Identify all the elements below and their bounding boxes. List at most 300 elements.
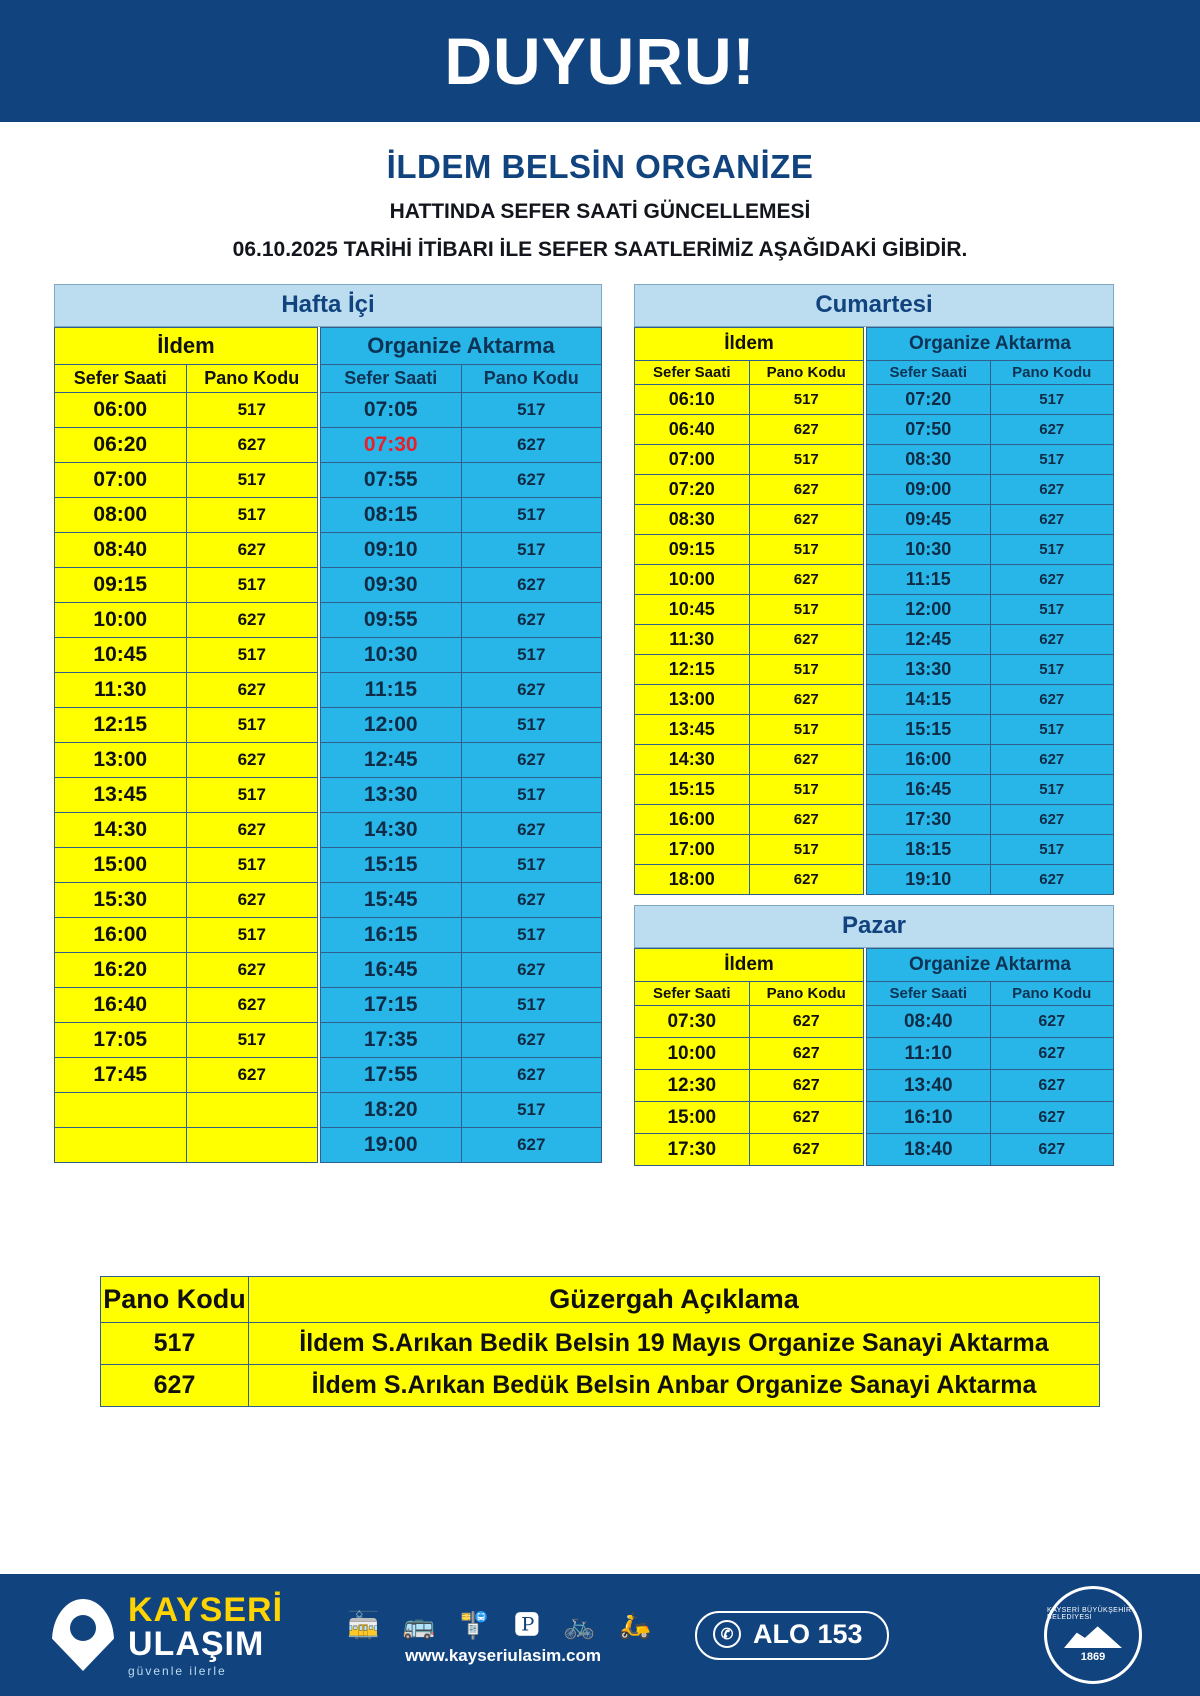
table-row bbox=[321, 393, 602, 428]
col-header-sefer-saati: Sefer Saati bbox=[321, 365, 462, 393]
table-row bbox=[867, 595, 1114, 625]
table-row bbox=[321, 498, 602, 533]
col-header-sefer-saati: Sefer Saati bbox=[867, 361, 991, 385]
table-row bbox=[55, 708, 318, 743]
table-row bbox=[321, 1023, 602, 1058]
cell-pano-kodu: 627 bbox=[461, 883, 602, 918]
cell-sefer-saati: 10:45 bbox=[635, 595, 750, 625]
table-row bbox=[635, 835, 864, 865]
saturday-day-label: Cumartesi bbox=[634, 284, 1114, 327]
cell-pano-kodu: 627 bbox=[186, 743, 318, 778]
cell-sefer-saati: 11:30 bbox=[635, 625, 750, 655]
cell-sefer-saati: 07:50 bbox=[867, 415, 991, 445]
cell-sefer-saati bbox=[55, 1093, 187, 1128]
table-row bbox=[55, 883, 318, 918]
table-row bbox=[867, 1070, 1114, 1102]
cell-sefer-saati: 17:30 bbox=[867, 805, 991, 835]
cell-pano-kodu: 627 bbox=[749, 1134, 864, 1166]
cell-sefer-saati: 16:00 bbox=[635, 805, 750, 835]
table-row bbox=[321, 638, 602, 673]
table-row bbox=[321, 988, 602, 1023]
table-row bbox=[867, 475, 1114, 505]
cell-sefer-saati: 17:45 bbox=[55, 1058, 187, 1093]
table-row bbox=[635, 595, 864, 625]
cell-pano-kodu: 627 bbox=[186, 953, 318, 988]
cell-sefer-saati: 12:00 bbox=[321, 708, 462, 743]
cell-pano-kodu: 517 bbox=[186, 708, 318, 743]
cell-sefer-saati: 14:30 bbox=[55, 813, 187, 848]
cell-sefer-saati: 09:00 bbox=[867, 475, 991, 505]
cell-pano-kodu: 627 bbox=[461, 463, 602, 498]
cell-sefer-saati: 06:20 bbox=[55, 428, 187, 463]
cell-pano-kodu: 627 bbox=[990, 475, 1114, 505]
cell-sefer-saati: 18:00 bbox=[635, 865, 750, 895]
table-row bbox=[867, 505, 1114, 535]
table-row bbox=[55, 953, 318, 988]
cell-sefer-saati: 16:00 bbox=[55, 918, 187, 953]
table-row bbox=[55, 1023, 318, 1058]
cell-sefer-saati: 07:30 bbox=[635, 1006, 750, 1038]
table-row bbox=[635, 655, 864, 685]
cell-sefer-saati: 08:30 bbox=[635, 505, 750, 535]
cell-pano-kodu: 627 bbox=[186, 988, 318, 1023]
cell-sefer-saati: 15:45 bbox=[321, 883, 462, 918]
col-header-sefer-saati: Sefer Saati bbox=[55, 365, 187, 393]
weekday-ildem-table bbox=[54, 327, 318, 1163]
cell-sefer-saati: 11:15 bbox=[321, 673, 462, 708]
cell-sefer-saati: 08:30 bbox=[867, 445, 991, 475]
cell-sefer-saati: 07:00 bbox=[55, 463, 187, 498]
cell-pano-kodu: 517 bbox=[461, 498, 602, 533]
cell-sefer-saati: 14:15 bbox=[867, 685, 991, 715]
cell-pano-kodu: 627 bbox=[186, 883, 318, 918]
cell-pano-kodu: 627 bbox=[749, 1070, 864, 1102]
table-row bbox=[635, 805, 864, 835]
table-row bbox=[55, 498, 318, 533]
table-row bbox=[867, 415, 1114, 445]
table-row bbox=[635, 1070, 864, 1102]
table-row bbox=[55, 743, 318, 778]
legend-description: İldem S.Arıkan Bedük Belsin Anbar Organize Sanayi Aktarma bbox=[249, 1365, 1100, 1407]
table-row bbox=[635, 625, 864, 655]
cell-pano-kodu: 517 bbox=[749, 535, 864, 565]
transport-mode-icons: 🚋 🚌 🚏 🅿 🚲 🛵 bbox=[347, 1609, 660, 1640]
cell-sefer-saati: 15:00 bbox=[55, 848, 187, 883]
cell-pano-kodu: 517 bbox=[749, 655, 864, 685]
col-header-sefer-saati: Sefer Saati bbox=[635, 982, 750, 1006]
table-row bbox=[867, 805, 1114, 835]
cell-pano-kodu: 517 bbox=[461, 988, 602, 1023]
cell-pano-kodu: 627 bbox=[186, 1058, 318, 1093]
municipality-seal-icon bbox=[1044, 1586, 1142, 1684]
cell-pano-kodu: 517 bbox=[990, 655, 1114, 685]
route-legend bbox=[100, 1276, 1100, 1407]
table-row bbox=[635, 475, 864, 505]
cell-pano-kodu: 517 bbox=[461, 533, 602, 568]
table-row bbox=[635, 1134, 864, 1166]
hotline-number: ALO 153 bbox=[753, 1618, 863, 1649]
cell-sefer-saati: 13:30 bbox=[867, 655, 991, 685]
sunday-day-label: Pazar bbox=[634, 905, 1114, 948]
table-row bbox=[867, 535, 1114, 565]
cell-sefer-saati: 10:30 bbox=[867, 535, 991, 565]
cell-sefer-saati: 11:15 bbox=[867, 565, 991, 595]
cell-sefer-saati: 17:35 bbox=[321, 1023, 462, 1058]
table-row bbox=[55, 393, 318, 428]
brand-tagline: güvenle ilerle bbox=[128, 1664, 227, 1678]
cell-sefer-saati: 07:20 bbox=[635, 475, 750, 505]
page-title: DUYURU! bbox=[444, 24, 756, 98]
cell-sefer-saati: 18:20 bbox=[321, 1093, 462, 1128]
table-row bbox=[55, 813, 318, 848]
table-row bbox=[321, 883, 602, 918]
cell-pano-kodu: 627 bbox=[990, 1134, 1114, 1166]
cell-sefer-saati: 07:20 bbox=[867, 385, 991, 415]
cell-sefer-saati: 16:15 bbox=[321, 918, 462, 953]
table-row bbox=[867, 1134, 1114, 1166]
hotline-badge[interactable] bbox=[695, 1611, 889, 1660]
table-row bbox=[321, 1093, 602, 1128]
cell-pano-kodu: 517 bbox=[186, 918, 318, 953]
cell-sefer-saati: 12:45 bbox=[867, 625, 991, 655]
cell-pano-kodu: 627 bbox=[461, 1023, 602, 1058]
table-row bbox=[55, 568, 318, 603]
cell-pano-kodu: 517 bbox=[186, 393, 318, 428]
schedule-sheet bbox=[0, 284, 1200, 1166]
legend-header-code: Pano Kodu bbox=[101, 1277, 249, 1323]
cell-sefer-saati: 15:00 bbox=[635, 1102, 750, 1134]
cell-pano-kodu: 627 bbox=[990, 1102, 1114, 1134]
table-row bbox=[635, 565, 864, 595]
cell-sefer-saati: 17:55 bbox=[321, 1058, 462, 1093]
cell-pano-kodu: 517 bbox=[461, 708, 602, 743]
table-row bbox=[321, 603, 602, 638]
cell-sefer-saati: 16:10 bbox=[867, 1102, 991, 1134]
cell-sefer-saati: 18:15 bbox=[867, 835, 991, 865]
table-row bbox=[55, 778, 318, 813]
cell-sefer-saati: 12:15 bbox=[635, 655, 750, 685]
cell-pano-kodu: 517 bbox=[749, 835, 864, 865]
col-group-organize: Organize Aktarma bbox=[321, 328, 602, 365]
cell-pano-kodu: 627 bbox=[990, 1006, 1114, 1038]
cell-pano-kodu: 517 bbox=[461, 778, 602, 813]
legend-row bbox=[101, 1323, 1100, 1365]
cell-sefer-saati: 13:40 bbox=[867, 1070, 991, 1102]
cell-sefer-saati: 15:30 bbox=[55, 883, 187, 918]
cell-pano-kodu: 517 bbox=[749, 595, 864, 625]
table-row bbox=[635, 715, 864, 745]
footer-bar bbox=[0, 1574, 1200, 1696]
col-header-sefer-saati: Sefer Saati bbox=[635, 361, 750, 385]
cell-sefer-saati: 17:00 bbox=[635, 835, 750, 865]
cell-sefer-saati: 17:05 bbox=[55, 1023, 187, 1058]
saturday-organize-table bbox=[866, 327, 1114, 895]
table-row bbox=[867, 835, 1114, 865]
table-row bbox=[321, 533, 602, 568]
cell-pano-kodu: 627 bbox=[990, 745, 1114, 775]
table-row bbox=[635, 535, 864, 565]
cell-sefer-saati: 13:45 bbox=[635, 715, 750, 745]
cell-sefer-saati: 16:00 bbox=[867, 745, 991, 775]
cell-pano-kodu: 517 bbox=[749, 385, 864, 415]
cell-sefer-saati: 17:30 bbox=[635, 1134, 750, 1166]
cell-sefer-saati: 12:45 bbox=[321, 743, 462, 778]
cell-sefer-saati: 07:00 bbox=[635, 445, 750, 475]
cell-pano-kodu: 517 bbox=[186, 1023, 318, 1058]
cell-pano-kodu: 627 bbox=[749, 415, 864, 445]
cell-pano-kodu: 627 bbox=[461, 568, 602, 603]
cell-sefer-saati: 13:00 bbox=[55, 743, 187, 778]
cell-pano-kodu bbox=[186, 1128, 318, 1163]
cell-pano-kodu: 627 bbox=[990, 1038, 1114, 1070]
saturday-ildem-table bbox=[634, 327, 864, 895]
table-row bbox=[321, 743, 602, 778]
transport-modes-block bbox=[347, 1605, 659, 1666]
table-row bbox=[55, 1093, 318, 1128]
table-row bbox=[321, 848, 602, 883]
cell-pano-kodu: 627 bbox=[461, 1058, 602, 1093]
cell-pano-kodu: 517 bbox=[990, 835, 1114, 865]
table-row bbox=[867, 745, 1114, 775]
subtitle-effective-date: 06.10.2025 TARİHİ İTİBARI İLE SEFER SAATLERİMİZ AŞAĞIDAKİ GİBİDİR. bbox=[232, 238, 968, 261]
cell-pano-kodu: 627 bbox=[990, 565, 1114, 595]
cell-sefer-saati: 09:45 bbox=[867, 505, 991, 535]
cell-sefer-saati: 15:15 bbox=[867, 715, 991, 745]
cell-pano-kodu: 627 bbox=[990, 685, 1114, 715]
table-row bbox=[867, 445, 1114, 475]
cell-pano-kodu: 517 bbox=[186, 848, 318, 883]
col-header-pano-kodu: Pano Kodu bbox=[990, 982, 1114, 1006]
sunday-ildem-table bbox=[634, 948, 864, 1166]
table-row bbox=[55, 1058, 318, 1093]
cell-sefer-saati: 06:00 bbox=[55, 393, 187, 428]
col-header-sefer-saati: Sefer Saati bbox=[867, 982, 991, 1006]
cell-pano-kodu: 627 bbox=[990, 865, 1114, 895]
cell-pano-kodu: 627 bbox=[461, 953, 602, 988]
cell-sefer-saati: 08:15 bbox=[321, 498, 462, 533]
cell-pano-kodu: 517 bbox=[461, 918, 602, 953]
cell-sefer-saati: 10:00 bbox=[635, 565, 750, 595]
table-row bbox=[635, 685, 864, 715]
weekend-section bbox=[634, 284, 1114, 1166]
cell-sefer-saati: 07:30 bbox=[321, 428, 462, 463]
table-row bbox=[321, 708, 602, 743]
cell-pano-kodu: 627 bbox=[749, 505, 864, 535]
weekday-organize-table bbox=[320, 327, 602, 1163]
cell-sefer-saati: 10:30 bbox=[321, 638, 462, 673]
cell-pano-kodu: 517 bbox=[186, 778, 318, 813]
cell-sefer-saati: 14:30 bbox=[635, 745, 750, 775]
brand-line-1: KAYSERİ bbox=[128, 1591, 284, 1629]
cell-pano-kodu: 627 bbox=[186, 813, 318, 848]
table-row bbox=[55, 1128, 318, 1163]
cell-sefer-saati: 10:45 bbox=[55, 638, 187, 673]
cell-pano-kodu: 517 bbox=[186, 498, 318, 533]
cell-sefer-saati: 12:00 bbox=[867, 595, 991, 625]
table-row bbox=[55, 848, 318, 883]
cell-sefer-saati: 11:10 bbox=[867, 1038, 991, 1070]
cell-pano-kodu: 627 bbox=[990, 805, 1114, 835]
sunday-organize-table bbox=[866, 948, 1114, 1166]
table-row bbox=[867, 775, 1114, 805]
seal-year: 1869 bbox=[1080, 1651, 1106, 1663]
cell-pano-kodu: 517 bbox=[990, 445, 1114, 475]
col-group-ildem: İldem bbox=[635, 328, 864, 361]
cell-sefer-saati: 16:20 bbox=[55, 953, 187, 988]
col-group-organize: Organize Aktarma bbox=[867, 949, 1114, 982]
brand-line-2: ULAŞIM bbox=[128, 1625, 265, 1663]
table-row bbox=[55, 918, 318, 953]
cell-pano-kodu: 627 bbox=[990, 1070, 1114, 1102]
cell-sefer-saati bbox=[55, 1128, 187, 1163]
table-row bbox=[867, 865, 1114, 895]
table-row bbox=[55, 428, 318, 463]
table-row bbox=[867, 1102, 1114, 1134]
weekday-day-label: Hafta İçi bbox=[54, 284, 602, 327]
cell-pano-kodu: 517 bbox=[990, 535, 1114, 565]
cell-pano-kodu: 517 bbox=[461, 848, 602, 883]
cell-sefer-saati: 09:10 bbox=[321, 533, 462, 568]
cell-sefer-saati: 13:45 bbox=[55, 778, 187, 813]
table-row bbox=[321, 918, 602, 953]
table-row bbox=[321, 1128, 602, 1163]
col-header-pano-kodu: Pano Kodu bbox=[461, 365, 602, 393]
cell-sefer-saati: 09:15 bbox=[635, 535, 750, 565]
table-row bbox=[635, 415, 864, 445]
cell-sefer-saati: 10:00 bbox=[635, 1038, 750, 1070]
legend-header-desc: Güzergah Açıklama bbox=[249, 1277, 1100, 1323]
phone-icon: ✆ bbox=[713, 1620, 741, 1648]
cell-pano-kodu: 627 bbox=[749, 865, 864, 895]
cell-sefer-saati: 12:30 bbox=[635, 1070, 750, 1102]
cell-pano-kodu: 517 bbox=[990, 385, 1114, 415]
cell-sefer-saati: 09:55 bbox=[321, 603, 462, 638]
cell-sefer-saati: 16:45 bbox=[867, 775, 991, 805]
cell-sefer-saati: 06:10 bbox=[635, 385, 750, 415]
legend-code: 517 bbox=[101, 1323, 249, 1365]
cell-sefer-saati: 11:30 bbox=[55, 673, 187, 708]
table-row bbox=[321, 463, 602, 498]
col-group-ildem: İldem bbox=[55, 328, 318, 365]
cell-sefer-saati: 19:00 bbox=[321, 1128, 462, 1163]
legend-row bbox=[101, 1365, 1100, 1407]
table-row bbox=[635, 505, 864, 535]
seal-top-text: KAYSERİ BÜYÜKŞEHİR BELEDİYESİ bbox=[1047, 1607, 1132, 1621]
cell-sefer-saati: 18:40 bbox=[867, 1134, 991, 1166]
cell-sefer-saati: 12:15 bbox=[55, 708, 187, 743]
table-row bbox=[635, 745, 864, 775]
cell-pano-kodu: 627 bbox=[461, 428, 602, 463]
cell-pano-kodu: 517 bbox=[749, 445, 864, 475]
table-row bbox=[635, 865, 864, 895]
col-header-pano-kodu: Pano Kodu bbox=[749, 361, 864, 385]
cell-sefer-saati: 09:30 bbox=[321, 568, 462, 603]
cell-sefer-saati: 10:00 bbox=[55, 603, 187, 638]
announcement-banner bbox=[0, 0, 1200, 122]
legend-description: İldem S.Arıkan Bedik Belsin 19 Mayıs Organize Sanayi Aktarma bbox=[249, 1323, 1100, 1365]
table-row bbox=[321, 1058, 602, 1093]
cell-sefer-saati: 14:30 bbox=[321, 813, 462, 848]
cell-pano-kodu: 517 bbox=[461, 638, 602, 673]
table-row bbox=[867, 385, 1114, 415]
table-row bbox=[55, 463, 318, 498]
cell-pano-kodu: 627 bbox=[749, 745, 864, 775]
col-header-pano-kodu: Pano Kodu bbox=[749, 982, 864, 1006]
cell-pano-kodu: 517 bbox=[990, 775, 1114, 805]
table-row bbox=[635, 385, 864, 415]
weekday-section bbox=[54, 284, 602, 1163]
location-pin-icon bbox=[52, 1599, 114, 1671]
table-row bbox=[55, 673, 318, 708]
cell-pano-kodu: 627 bbox=[749, 1038, 864, 1070]
table-row bbox=[867, 715, 1114, 745]
table-row bbox=[867, 1038, 1114, 1070]
cell-pano-kodu: 627 bbox=[749, 1102, 864, 1134]
cell-pano-kodu: 627 bbox=[461, 813, 602, 848]
table-row bbox=[635, 1102, 864, 1134]
cell-pano-kodu: 627 bbox=[186, 603, 318, 638]
cell-pano-kodu: 627 bbox=[186, 673, 318, 708]
cell-pano-kodu: 627 bbox=[186, 533, 318, 568]
mountain-icon bbox=[1064, 1624, 1122, 1648]
cell-pano-kodu: 627 bbox=[990, 625, 1114, 655]
cell-sefer-saati: 08:40 bbox=[867, 1006, 991, 1038]
table-row bbox=[867, 1006, 1114, 1038]
cell-pano-kodu: 627 bbox=[461, 1128, 602, 1163]
table-row bbox=[635, 775, 864, 805]
cell-sefer-saati: 08:40 bbox=[55, 533, 187, 568]
table-row bbox=[321, 673, 602, 708]
cell-sefer-saati: 07:05 bbox=[321, 393, 462, 428]
table-row bbox=[55, 603, 318, 638]
cell-pano-kodu: 627 bbox=[749, 685, 864, 715]
cell-pano-kodu: 627 bbox=[461, 603, 602, 638]
cell-pano-kodu: 517 bbox=[749, 715, 864, 745]
cell-pano-kodu: 627 bbox=[990, 415, 1114, 445]
table-row bbox=[321, 953, 602, 988]
cell-pano-kodu bbox=[186, 1093, 318, 1128]
cell-pano-kodu: 627 bbox=[186, 428, 318, 463]
cell-sefer-saati: 15:15 bbox=[321, 848, 462, 883]
col-group-organize: Organize Aktarma bbox=[867, 328, 1114, 361]
cell-sefer-saati: 19:10 bbox=[867, 865, 991, 895]
table-row bbox=[55, 638, 318, 673]
table-row bbox=[867, 625, 1114, 655]
table-row bbox=[321, 428, 602, 463]
cell-sefer-saati: 16:40 bbox=[55, 988, 187, 1023]
col-header-pano-kodu: Pano Kodu bbox=[186, 365, 318, 393]
table-row bbox=[635, 445, 864, 475]
table-row bbox=[321, 813, 602, 848]
cell-sefer-saati: 07:55 bbox=[321, 463, 462, 498]
table-row bbox=[867, 655, 1114, 685]
website-url[interactable]: www.kayseriulasim.com bbox=[405, 1645, 601, 1665]
table-row bbox=[321, 568, 602, 603]
table-row bbox=[635, 1038, 864, 1070]
cell-pano-kodu: 517 bbox=[186, 568, 318, 603]
table-row bbox=[55, 533, 318, 568]
cell-pano-kodu: 517 bbox=[749, 775, 864, 805]
cell-pano-kodu: 627 bbox=[461, 743, 602, 778]
table-row bbox=[635, 1006, 864, 1038]
cell-pano-kodu: 627 bbox=[461, 673, 602, 708]
table-row bbox=[867, 685, 1114, 715]
cell-pano-kodu: 627 bbox=[749, 625, 864, 655]
cell-sefer-saati: 16:45 bbox=[321, 953, 462, 988]
cell-pano-kodu: 627 bbox=[749, 805, 864, 835]
cell-sefer-saati: 09:15 bbox=[55, 568, 187, 603]
cell-sefer-saati: 08:00 bbox=[55, 498, 187, 533]
